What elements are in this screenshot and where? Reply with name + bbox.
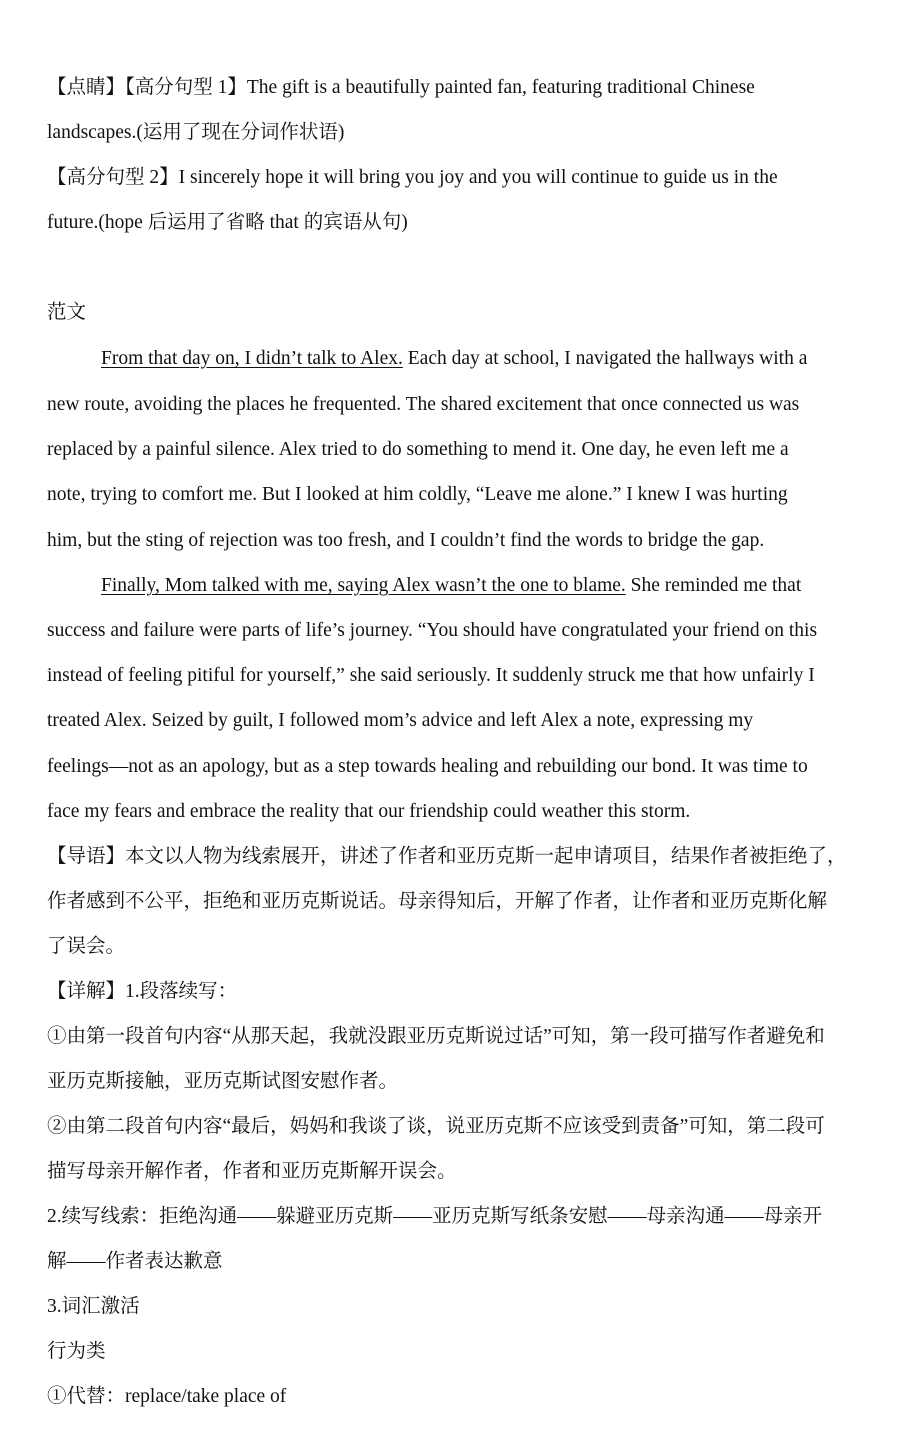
xiangjie-line-3: 亚历克斯接触，亚历克斯试图安慰作者。 — [47, 1071, 399, 1092]
xiangjie-line-10: ①代替：replace/take place of — [47, 1386, 287, 1407]
xiangjie-line-1: 【详解】1.段落续写： — [47, 981, 238, 1002]
para2-line-6: face my fears and embrace the reality that our friendship could weather this storm. — [47, 801, 691, 822]
xiangjie-line-6: 2.续写线索：拒绝沟通——躲避亚历克斯——亚历克斯写纸条安慰——母亲沟通——母亲开 — [47, 1206, 823, 1227]
xiangjie-line-9: 行为类 — [47, 1341, 106, 1362]
para1-line-1-rest: Each day at school, I navigated the hallways with a — [402, 348, 808, 369]
dianjing-line-1 — [47, 75, 852, 101]
daoyu-line-1: 【导语】本文以人物为线索展开，讲述了作者和亚历克斯一起申请项目，结果作者被拒绝了， — [47, 846, 847, 867]
dianjing-sentence-1: 【高分句型 1】The gift is a beautifully painted fan, featuring traditional Chinese — [125, 77, 755, 98]
para1-line-4: note, trying to comfort me. But I looked at him coldly, “Leave me alone.” I knew I was hurting — [47, 484, 788, 505]
para1-line-5: him, but the sting of rejection was too fresh, and I couldn’t find the words to bridge the gap. — [47, 530, 765, 551]
para2-line-5: feelings—not as an apology, but as a step towards healing and rebuilding our bond. It was time to — [47, 756, 808, 777]
daoyu-line-2: 作者感到不公平，拒绝和亚历克斯说话。母亲得知后，开解了作者，让作者和亚历克斯化解 — [47, 891, 828, 912]
xiangjie-line-7: 解——作者表达歉意 — [47, 1251, 223, 1272]
para2-line-1-rest: She reminded me that — [625, 575, 802, 596]
para1-topic-sentence: From that day on, I didn’t talk to Alex. — [101, 348, 403, 369]
para2-line-1 — [101, 573, 852, 599]
para1-line-2: new route, avoiding the places he frequented. The shared excitement that once connected us was — [47, 394, 800, 415]
xiangjie-line-4: ②由第二段首句内容“最后，妈妈和我谈了谈，说亚历克斯不应该受到责备”可知，第二段可 — [47, 1116, 825, 1137]
dianjing-line-3: 【高分句型 2】I sincerely hope it will bring you joy and you will continue to guide us in the — [47, 167, 778, 188]
dianjing-line-4: future.(hope 后运用了省略 that 的宾语从句) — [47, 212, 408, 233]
xiangjie-line-2: ①由第一段首句内容“从那天起，我就没跟亚历克斯说过话”可知，第一段可描写作者避免和 — [47, 1026, 825, 1047]
daoyu-line-3: 了误会。 — [47, 936, 126, 957]
dianjing-tag: 【点睛】 — [47, 77, 126, 98]
para2-line-3: instead of feeling pitiful for yourself,” she said seriously. It suddenly struck me that how unfairly I — [47, 665, 815, 686]
para1-line-1 — [101, 346, 852, 372]
fanwen-title: 范文 — [47, 302, 87, 323]
xiangjie-line-5: 描写母亲开解作者，作者和亚历克斯解开误会。 — [47, 1161, 457, 1182]
xiangjie-line-8: 3.词汇激活 — [47, 1296, 140, 1317]
para2-line-4: treated Alex. Seized by guilt, I followed mom’s advice and left Alex a note, expressing my — [47, 710, 754, 731]
para2-line-2: success and failure were parts of life’s journey. “You should have congratulated your friend on this — [47, 620, 818, 641]
dianjing-line-2: landscapes.(运用了现在分词作状语) — [47, 122, 345, 143]
para2-topic-sentence: Finally, Mom talked with me, saying Alex wasn’t the one to blame. — [101, 575, 626, 596]
para1-line-3: replaced by a painful silence. Alex tried to do something to mend it. One day, he even left me a — [47, 439, 789, 460]
